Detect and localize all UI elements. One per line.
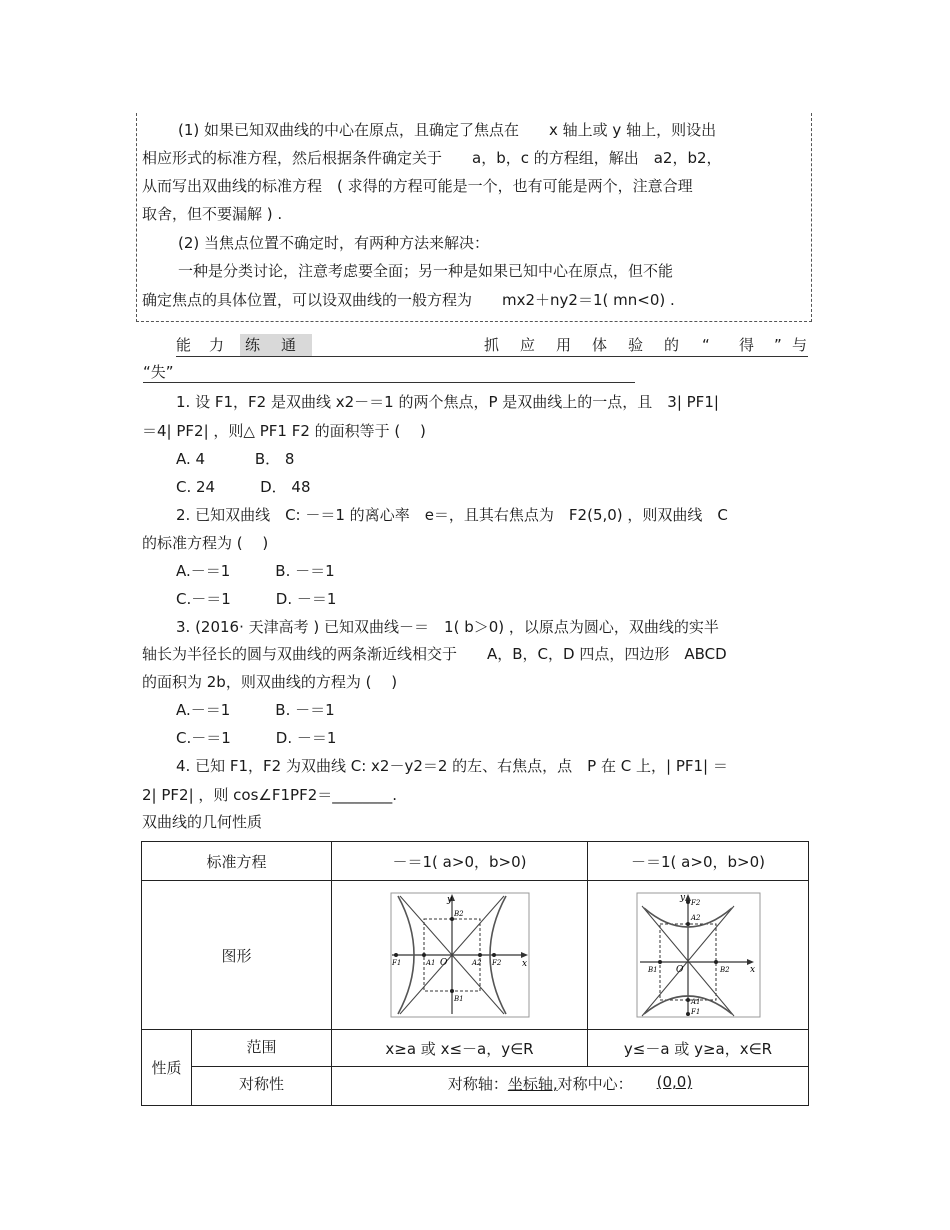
note-line-5: (2) 当焦点位置不确定时，有两种方法来解决： [178,234,490,252]
symmetry-prefix: 对称轴： [447,1075,508,1093]
graph-label-y: y [446,895,452,905]
graph-label-a2: A2 [690,914,701,922]
graph-label-b1: B1 [647,966,658,974]
graph-label-a2: A2 [471,959,482,967]
graph-cell-horizontal [331,880,588,1030]
symmetry-label: 对称性 [238,1075,284,1093]
symmetry-cell [331,1066,809,1106]
graph-label-f2: F2 [491,959,501,967]
prop-label: 性质 [151,1059,182,1077]
header-text: 标准方程 [206,852,267,871]
graph-label: 图形 [221,946,252,965]
problem-line: 的面积为 2b，则双曲线的方程为 ( ) [142,673,398,691]
section-header [176,334,808,357]
note-line-6: 一种是分类讨论，注意考虑要全面；另一种是如果已知中心在原点，但不能 [178,262,674,280]
graph-label-origin: O [675,965,683,975]
section-char: “ [702,336,710,354]
section-char: ” [774,336,782,354]
section-char: 力 [209,336,225,354]
graph-label-f2: F2 [690,899,700,907]
problem-line: A.－＝1 B. －＝1 [176,562,335,580]
graph-label-x: x [521,959,527,969]
graph-label-a1: A1 [690,998,701,1006]
problem-line: A. 4 B． 8 [176,450,295,468]
section-header-cont: “失” [143,363,174,381]
section-char: 体 [592,336,608,354]
note-line-2: 相应形式的标准方程，然后根据条件确定关于 a，b，c 的方程组，解出 a2，b2， [142,149,722,167]
problem-line: A.－＝1 B. －＝1 [176,701,335,719]
graph-label-b2: B2 [453,910,464,918]
note-line-1: (1) 如果已知双曲线的中心在原点，且确定了焦点在 x 轴上或 y 轴上，则设出 [178,121,717,139]
problem-line: C.－＝1 D. －＝1 [176,729,337,747]
hyperbola-horizontal-graph [390,892,530,1018]
hyperbola-vertical-graph [636,892,761,1018]
symmetry-label-cell [191,1066,332,1106]
graph-label-f1: F1 [391,959,401,967]
graph-label-x: x [749,965,755,975]
graph-label-a1: A1 [425,959,436,967]
problem-line: C.－＝1 D. －＝1 [176,590,337,608]
problem-line: ＝4| PF2| ，则△ PF1 F2 的面积等于 ( ) [142,422,426,440]
section-char: 抓 [484,336,500,354]
prop-label-cell [141,1029,192,1106]
problem-line: C. 24 D． 48 [176,478,311,496]
section-char: 验 [628,336,644,354]
range-cell-horizontal [331,1029,588,1067]
section-char: 用 [556,336,572,354]
graph-label-b2: B2 [719,966,730,974]
section-char: 练 [245,336,261,354]
graph-label-b1: B1 [453,995,464,1003]
problem-line: 4. 已知 F1，F2 为双曲线 C: x2－y2＝2 的左、右焦点，点 P 在 C 上，| PF1| ＝ [176,757,728,775]
header-text: －＝1( a>0，b>0) [631,852,765,871]
section-char: 的 [664,336,680,354]
section-char: 应 [520,336,536,354]
note-line-3: 从而写出双曲线的标准方程 ( 求得的方程可能是一个，也有可能是两个，注意合理 [142,177,693,195]
graph-cell-vertical [587,880,809,1030]
symmetry-mid: 对称中心： [557,1075,633,1093]
section-char: 能 [176,336,192,354]
section-char: 与 [792,336,808,354]
section-char: 通 [281,336,297,354]
range-cell-vertical [587,1029,809,1067]
graph-label-cell [141,880,332,1030]
problem-line: 2| PF2| ，则 cos∠F1PF2＝________. [142,786,398,804]
note-line-7: 确定焦点的具体位置，可以设双曲线的一般方程为 mx2＋ny2＝1( mn<0) . [142,291,675,309]
graph-label-origin: O [439,958,447,968]
range-label-cell [191,1029,332,1067]
header-cell [587,841,809,881]
range-label: 范围 [246,1038,277,1056]
problem-line: 的标准方程为 ( ) [142,534,269,552]
header-cell [331,841,588,881]
problem-line: 2. 已知双曲线 C: －＝1 的离心率 e＝，且其右焦点为 F2(5,0) ，则双曲线 C [176,506,728,524]
symmetry-axis: 坐标轴, [507,1075,558,1093]
header-text: －＝1( a>0，b>0) [392,852,527,871]
header-cell [141,841,332,881]
section-char: 得 [739,336,755,354]
note-line-4: 取舍，但不要漏解 ) . [142,205,283,223]
section-header-line2 [143,362,635,383]
properties-table [141,841,809,1106]
problem-line: 轴长为半径长的圆与双曲线的两条渐近线相交于 A，B，C，D 四点，四边形 ABCD [142,645,727,663]
graph-label-f1: F1 [690,1008,700,1016]
problem-line: 1. 设 F1，F2 是双曲线 x2－＝1 的两个焦点，P 是双曲线上的一点，且 3| PF1| [176,393,719,411]
symmetry-center: (0,0) [656,1073,693,1091]
table-caption: 双曲线的几何性质 [142,813,263,831]
graph-label-y: y [679,893,685,903]
range-horizontal: x≥a 或 x≤－a，y∈R [385,1039,534,1058]
problem-line: 3. (2016· 天津高考 ) 已知双曲线－＝ 1( b＞0) ，以原点为圆心，双曲线的实半 [176,618,719,636]
range-vertical: y≤－a 或 y≥a，x∈R [623,1039,773,1058]
